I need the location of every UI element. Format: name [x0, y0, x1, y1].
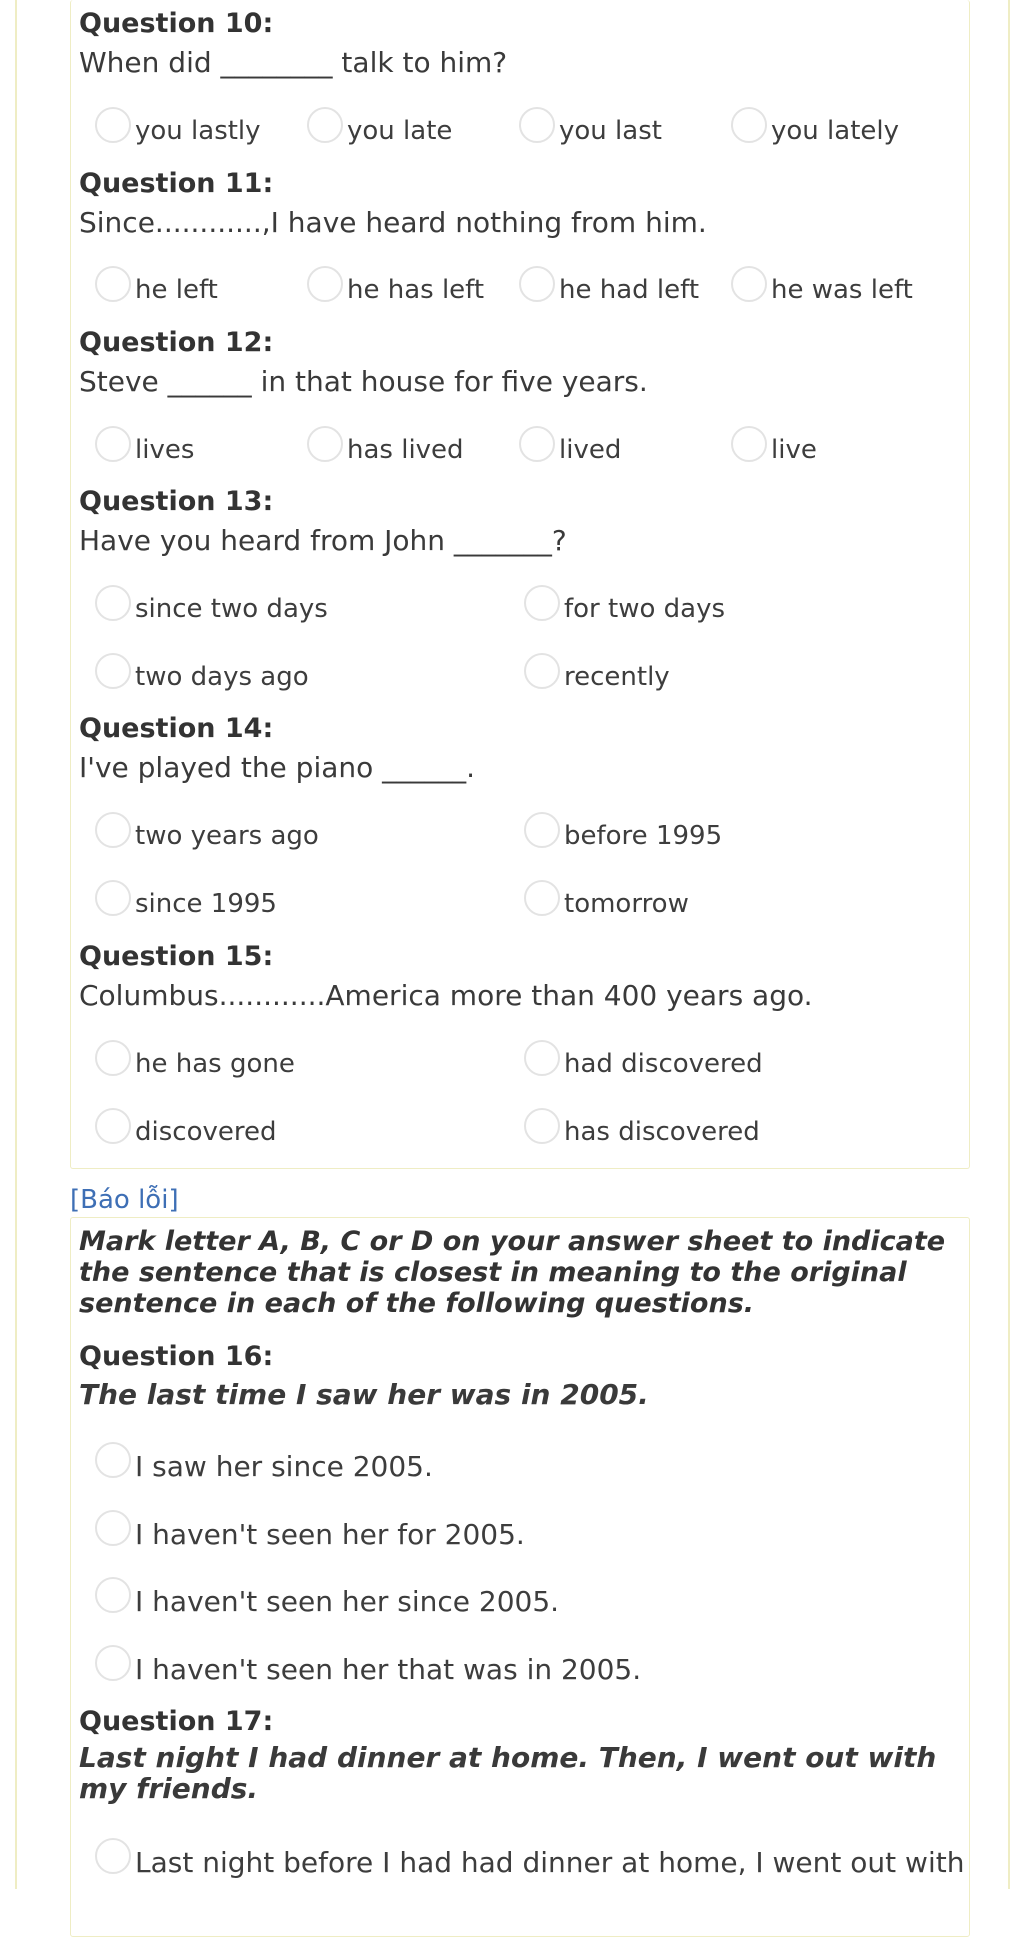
question-text: Columbus............America more than 400 years ago.	[79, 979, 813, 1012]
question-text: When did ________ talk to him?	[79, 46, 508, 79]
question-sentence: The last time I saw her was in 2005.	[79, 1378, 649, 1411]
question-title: Question 10:	[79, 8, 274, 39]
radio-button[interactable]	[307, 107, 343, 143]
answer-option[interactable]: two days ago	[95, 659, 309, 695]
answer-option[interactable]: I haven't seen her since 2005.	[95, 1583, 559, 1619]
radio-button[interactable]	[95, 107, 131, 143]
answer-option[interactable]: tomorrow	[524, 886, 689, 922]
question-text: I've played the piano ______.	[79, 751, 476, 784]
page-border-right	[1008, 0, 1010, 1889]
radio-button[interactable]	[95, 1108, 131, 1144]
radio-button[interactable]	[524, 653, 560, 689]
radio-button[interactable]	[524, 585, 560, 621]
answer-option[interactable]: he has gone	[95, 1046, 295, 1082]
radio-button[interactable]	[731, 426, 767, 462]
radio-button[interactable]	[731, 107, 767, 143]
question-title: Question 16:	[79, 1341, 274, 1372]
question-title: Question 14:	[79, 713, 274, 744]
answer-option[interactable]: you lately	[731, 113, 899, 149]
answer-option[interactable]: I saw her since 2005.	[95, 1448, 433, 1484]
radio-button[interactable]	[307, 266, 343, 302]
question-title: Question 12:	[79, 327, 274, 358]
answer-option[interactable]: lived	[519, 432, 621, 468]
radio-button[interactable]	[95, 426, 131, 462]
radio-button[interactable]	[519, 426, 555, 462]
radio-button[interactable]	[524, 1108, 560, 1144]
answer-option[interactable]: live	[731, 432, 817, 468]
answer-option[interactable]: he had left	[519, 272, 699, 308]
question-text: Steve ______ in that house for five years.	[79, 365, 648, 398]
answer-option[interactable]: he was left	[731, 272, 913, 308]
radio-button[interactable]	[524, 1040, 560, 1076]
answer-option[interactable]: recently	[524, 659, 670, 695]
answer-option[interactable]: for two days	[524, 591, 725, 627]
radio-button[interactable]	[95, 1645, 131, 1681]
page-border-left	[15, 0, 17, 1889]
answer-option[interactable]: I haven't seen her that was in 2005.	[95, 1651, 641, 1687]
question-text: Since............,I have heard nothing from him.	[79, 206, 707, 239]
section-instruction: Mark letter A, B, C or D on your answer sheet to indicate the sentence that is closest in meaning to the original sentence in each of the following questions.	[79, 1226, 946, 1319]
question-sentence: Last night I had dinner at home. Then, I went out with my friends.	[79, 1741, 937, 1805]
answer-option[interactable]: he has left	[307, 272, 484, 308]
question-title: Question 15:	[79, 941, 274, 972]
answer-option[interactable]: before 1995	[524, 818, 722, 854]
report-error-link[interactable]: [Báo lỗi]	[70, 1185, 179, 1215]
radio-button[interactable]	[95, 880, 131, 916]
answer-option[interactable]: has lived	[307, 432, 464, 468]
answer-option[interactable]: Last night before I had had dinner at home, I went out with	[95, 1844, 964, 1880]
radio-button[interactable]	[731, 266, 767, 302]
answer-option[interactable]: you lastly	[95, 113, 261, 149]
answer-option[interactable]: since two days	[95, 591, 328, 627]
radio-button[interactable]	[95, 585, 131, 621]
radio-button[interactable]	[95, 812, 131, 848]
answer-option[interactable]: two years ago	[95, 818, 319, 854]
answer-option[interactable]: I haven't seen her for 2005.	[95, 1516, 525, 1552]
radio-button[interactable]	[95, 1838, 131, 1874]
radio-button[interactable]	[95, 1040, 131, 1076]
answer-option[interactable]: since 1995	[95, 886, 277, 922]
radio-button[interactable]	[519, 107, 555, 143]
radio-button[interactable]	[95, 1577, 131, 1613]
answer-option[interactable]: you late	[307, 113, 452, 149]
answer-option[interactable]: you last	[519, 113, 662, 149]
answer-option[interactable]: lives	[95, 432, 194, 468]
question-title: Question 17:	[79, 1706, 274, 1737]
radio-button[interactable]	[95, 653, 131, 689]
question-text: Have you heard from John _______?	[79, 524, 567, 557]
radio-button[interactable]	[519, 266, 555, 302]
radio-button[interactable]	[95, 1442, 131, 1478]
radio-button[interactable]	[95, 1510, 131, 1546]
radio-button[interactable]	[524, 812, 560, 848]
radio-button[interactable]	[95, 266, 131, 302]
question-title: Question 13:	[79, 486, 274, 517]
answer-option[interactable]: has discovered	[524, 1114, 760, 1150]
questions-panel-2	[70, 1217, 970, 1937]
radio-button[interactable]	[524, 880, 560, 916]
answer-option[interactable]: discovered	[95, 1114, 276, 1150]
answer-option[interactable]: he left	[95, 272, 218, 308]
answer-option[interactable]: had discovered	[524, 1046, 763, 1082]
radio-button[interactable]	[307, 426, 343, 462]
question-title: Question 11:	[79, 168, 274, 199]
